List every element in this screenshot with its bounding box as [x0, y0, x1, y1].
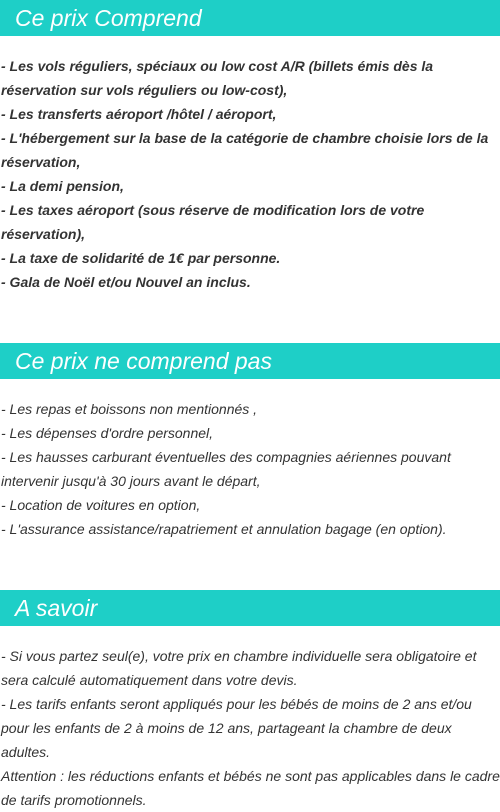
- list-item: Attention : les réductions enfants et bébés ne sont pas applicables dans le cadre de tarifs promotionnels.: [1, 768, 500, 808]
- section-title-not-included: Ce prix ne comprend pas: [15, 348, 272, 374]
- list-item: - Les transferts aéroport /hôtel / aéroport,: [1, 106, 277, 122]
- section-title-included: Ce prix Comprend: [15, 5, 202, 31]
- list-item: - Si vous partez seul(e), votre prix en chambre individuelle sera obligatoire et sera calculé automatiquement dans votre devis.: [1, 648, 477, 688]
- list-item: - Les dépenses d'ordre personnel,: [1, 425, 214, 441]
- list-item: - La demi pension,: [1, 178, 124, 194]
- section-title-good-to-know: A savoir: [15, 595, 98, 621]
- list-item: - Location de voitures en option,: [1, 497, 201, 513]
- list-item: - Les hausses carburant éventuelles des compagnies aériennes pouvant intervenir jusqu'à 30 jours avant le départ,: [1, 449, 451, 489]
- section-header-included: [0, 0, 500, 36]
- list-item: - L'assurance assistance/rapatriement et annulation bagage (en option).: [1, 521, 447, 537]
- not-included-list: [0, 397, 500, 541]
- list-item: - Les vols réguliers, spéciaux ou low cost A/R (billets émis dès la réservation sur vols réguliers ou low-cost),: [1, 58, 434, 98]
- list-item: - L'hébergement sur la base de la catégorie de chambre choisie lors de la réservation,: [1, 130, 489, 170]
- list-item: - Les repas et boissons non mentionnés ,: [1, 401, 258, 417]
- included-list: [0, 54, 500, 294]
- section-header-good-to-know: [0, 590, 500, 626]
- list-item: - Gala de Noël et/ou Nouvel an inclus.: [1, 274, 251, 290]
- list-item: - La taxe de solidarité de 1€ par personne.: [1, 250, 281, 266]
- list-item: - Les taxes aéroport (sous réserve de modification lors de votre réservation),: [1, 202, 425, 242]
- list-item: - Les tarifs enfants seront appliqués pour les bébés de moins de 2 ans et/ou pour les enfants de 2 à moins de 12 ans, partageant la chambre de deux adultes.: [1, 696, 472, 760]
- section-header-not-included: [0, 343, 500, 379]
